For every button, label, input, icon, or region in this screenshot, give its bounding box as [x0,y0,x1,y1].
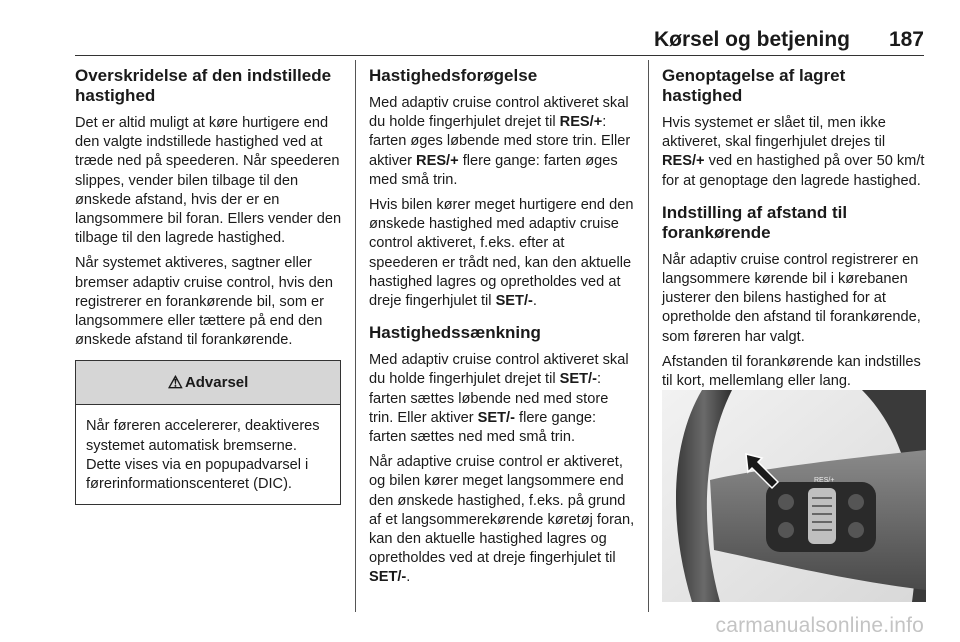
text-run: Med adaptiv cruise control aktiveret skal du holde fingerhjulet drejet til [369,95,629,131]
control-label: SET/- [495,293,533,310]
page-header [0,0,960,56]
paragraph [662,114,926,191]
warning-text: Når føreren accelererer, deaktiveres systemet automatisk bremserne. Dette vises via en popupadvarsel i førerinformationscenteret (DIC). [86,418,320,493]
gap-button-icon [778,494,794,510]
control-label: SET/- [369,569,407,586]
warning-icon: ⚠ [167,372,183,392]
heading-resume-speed: Genoptagelse af lagret hastighed [662,66,846,105]
thumbwheel [808,488,836,544]
res-label: RES/+ [814,477,835,484]
text-run: . [532,293,537,310]
column-divider-2 [648,60,649,612]
warning-header [76,361,340,405]
text-run: : farten øges løbende med store trin. Eller aktiver [369,114,631,169]
control-label: SET/- [477,409,515,426]
paragraph [369,94,635,190]
column-divider-1 [355,60,356,612]
paragraph [369,453,635,587]
cruise-button-icon [778,522,794,538]
text-run: Hvis bilen kører meget hurtigere end den ønskede hastighed med adaptiv cruise control aktiveret, f.eks. efter at speederen er trådt ned, kan den aktuelle hastighed lagres og opretholdes ved at dreje fingerhjulet til [369,197,634,310]
column-1 [75,64,343,505]
steering-wheel-photo [662,390,926,602]
cancel-button-icon [848,522,864,538]
text-run: . [406,569,411,586]
paragraph: Det er altid muligt at køre hurtigere end den valgte indstillede hastighed ved at træde ned på speederen. Når speederen slippes, vender bilen tilbage til den ønskede afstand, hvis der er en langsommere bil foran. Ellers vender den tilbage til den lagrede hastighed. [75,115,342,247]
paragraph: Afstanden til forankørende kan indstilles til kort, mellemlang eller lang. [662,353,921,390]
control-label: RES/+ [662,153,705,170]
heading-exceed-speed: Overskridelse af den indstillede hastighed [75,66,332,105]
section-title: Kørsel og betjening [653,28,850,51]
header-rule [75,55,924,56]
text-run: flere gange: farten øges med små trin. [369,152,618,188]
control-label: RES/+ [416,152,459,169]
page-number: 187 [888,28,924,51]
steering-wheel-illustration [662,390,926,602]
heading-distance-setting: Indstilling af afstand til forankørende [662,202,848,242]
warning-box [75,360,341,505]
column-2 [369,64,635,594]
text-run: Med adaptiv cruise control aktiveret skal du holde fingerhjulet drejet til [369,352,629,388]
paragraph: Når adaptiv cruise control registrerer en langsommere kørende bil i kørebanen justerer den bilens hastighed for at opretholde den afstand til forankørende, som føreren har valgt. [662,251,921,345]
paragraph [369,196,635,311]
column-3 [662,64,926,397]
warning-title: Advarsel [184,374,249,392]
text-run: Hvis systemet er slået til, men ikke aktiveret, skal fingerhjulet drejes til [662,115,886,151]
limiter-button-icon [848,494,864,510]
text-run: flere gange: farten sættes ned med små trin. [369,409,597,446]
control-label: RES/+ [559,114,603,131]
text-run: Når adaptive cruise control er aktiveret, og bilen kører meget langsommere end den ønskede hastighed, f.eks. på grund af et langsommerekørende køretøj foran, kan den aktuelle hastighed lagres og opretholdes ved at dreje fingerhjulet til [369,454,635,567]
warning-body [76,405,340,504]
text-run: ved en hastighed på over 50 km/t for at genoptage den lagrede hastighed. [662,153,925,189]
watermark: carmanualsonline.info [715,614,924,637]
paragraph [369,351,635,447]
heading-speed-decrease: Hastighedssænkning [369,323,541,343]
heading-speed-increase: Hastighedsforøgelse [369,66,538,85]
paragraph: Når systemet aktiveres, sagtner eller bremser adaptiv cruise control, hvis den registrerer en forankørende bil, som er langsommere eller tættere på end den ønskede afstand til forankørende. [75,255,333,349]
control-label: SET/- [559,371,597,388]
text-run: : farten sættes løbende ned med store trin. Eller aktiver [369,371,609,426]
